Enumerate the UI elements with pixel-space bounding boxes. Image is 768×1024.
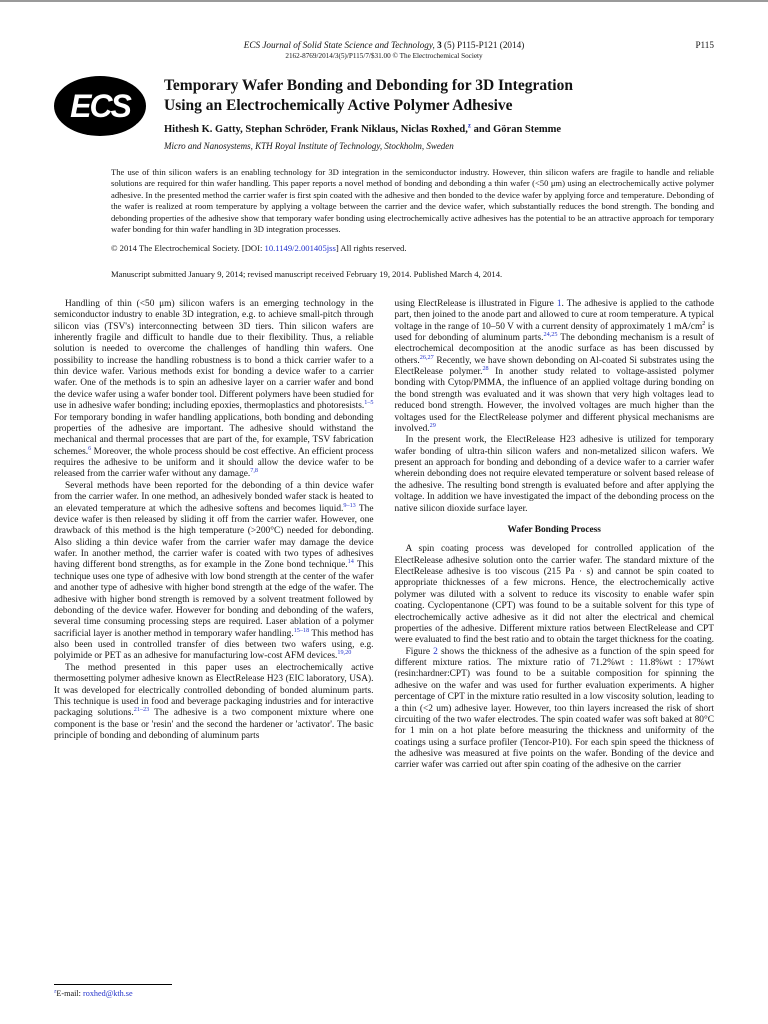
inline-link[interactable]: 1 (556, 298, 562, 309)
page-number: P115 (695, 40, 714, 50)
citation-link[interactable]: 21–23 (133, 706, 150, 714)
footnote (54, 984, 374, 999)
ecs-logo (54, 76, 146, 136)
citation-link[interactable]: 28 (482, 364, 489, 372)
article-body (54, 299, 714, 999)
citation-link[interactable]: 15–18 (293, 626, 310, 634)
citation-link[interactable]: 14 (347, 558, 354, 566)
journal-issue-pages: (5) P115-P121 (2014) (443, 40, 525, 50)
paragraph: Several methods have been reported for the debonding of a thin device wafer from the carrier wafer. In one method, an adhesively bonded wafer stack is heated to an elevated temperature at which the adhesive softens and becomes liquid.$^{9-13}$ The device wafer is then released by sliding it off from the carrier wafer. However, one drawback of this method is the high temperature (>200°C) needed for debonding. Also sliding a thin device wafer from the carrier wafer may damage the device wafer. In another method, the carrier wafer is coated with two types of adhesives having different bond strengths, as for example in the Zone bond technique.$^{14}$ This technique uses one type of adhesive with low bond strength at the center of the wafer and another type of adhesive with higher bond strength at the edge of the wafer. The adhesive with higher bond strength is removed by a solvent treatment followed by debonding of the device wafer. However for bonding and debonding of the wafers, several time consuming processing steps are required. Laser ablation of a polymer sacrificial layer is another method in temporary wafer handling.$^{15-18}$ This method has also been used in controlled transfer of dies between two wafers using, e.g. polyimide or PET as an adhesive for manufacturing low-cost AFM devices.$^{19,20}$ (54, 480, 374, 662)
citation-link[interactable]: 19,20 (337, 649, 352, 657)
right-column (395, 299, 715, 999)
paragraph: Figure 2 shows the thickness of the adhesive as a function of the spin speed for different mixture ratios. The mixture ratio of 71.2%wt : 11.8%wt : 17%wt (resin:hardner:CPT) was found to be a suitable composition for spinning the adhesive on the wafer and was used for further evaluation experiments. A higher percentage of CPT in the mixture ratio resulted in a low viscosity solution, leading to a thin (<2 um) adhesive layer. However, too thin layers increased the risk of short circuiting of the two wafer electrodes. The spin coated wafer was soft baked at 80°C for 1 min on a hot plate before measuring the thickness and uniformity of the coatings using a surface profiler (Tencor-P10). For each spin speed the thickness of the adhesive was measured at five points on the wafer. Bonding of the device and carrier wafer was carried out after spin coating of the adhesive on the carrier (394, 646, 714, 771)
page-top-edge (0, 0, 768, 2)
title-line-2: Using an Electrochemically Active Polymer Adhesive (164, 96, 513, 114)
authors-line: Hithesh K. Gatty, Stephan Schröder, Frank Niklaus, Niclas Roxhed,$^z$ and Göran Stemme (164, 122, 562, 135)
paragraph: A spin coating process was developed for controlled application of the ElectRelease adhesive solution onto the carrier wafer. The standard mixture of the ElectRelease adhesive is too viscous (215 Pa · s) and cannot be spin coated to appropriate thicknesses of a few microns. Hence, the electrochemically active polymer was diluted with a solvent to reduce its viscosity to enable wafer spin coating. Cyclopentanone (CPT) was found to be a suitable solvent for this type of electrochemically active adhesive as it did not alter the electrical and chemical properties of the adhesive. Different mixture ratios between ElectRelease and CPT were evaluated to find the best ratio and to obtain the target thickness for the coating. (394, 544, 715, 646)
paragraph: Handling of thin (<50 μm) silicon wafers is an emerging technology in the semiconductor industry to enable 3D integration, e.g. to achieve small-pitch through silicon vias (TSV's) interconnecting between 3D tiers. Thin silicon wafers are inherently fragile and difficult to handle due to their flexibility. Thus, a reliable solution is needed to overcome the challenges of handling thin wafers. One possibility to increase the handling robustness is to bond a thick carrier wafer to a thin device wafer. Various methods exist for bonding a device wafer to a carrier wafer. One of the methods is to spin an adhesive layer on a carrier wafer and bond the device wafer using a wafer bonder tool. Different polymers have been studied for use in adhesive wafer bonding; including epoxies, thermoplastics and photoresists.$^{1-5}$ For temporary bonding in wafer handling applications, both bonding and debonding properties of the adhesive are important. The adhesive should withstand the mechanical and thermal processes that are part of the, for example, TSV fabrication schemes.$^6$ Moreover, the whole process should be cost effective. An efficient process requires the adhesive to be uniform and it should allow the device wafer to be released from the carrier wafer without any damage.$^{7,8}$ (54, 298, 374, 480)
copyright-doi-line: © 2014 The Electrochemical Society. [DOI: 10.1149/2.001405jss] All rights reserved. (111, 242, 407, 253)
citation-link[interactable]: 1–5 (364, 399, 374, 406)
citation-link[interactable]: z (54, 988, 57, 995)
paragraph: using ElectRelease is illustrated in Figure 1. The adhesive is applied to the cathode part, then joined to the anode part and allowed to cure at room temperature. A typical voltage in the range of 10–50 V with a current density of approximately 1 $mA/cm^2$ is used for debonding of aluminum parts.$^{24,25}$ The debonding mechanism is a result of electrochemical decomposition at the anodic surface as has been discussed by others.$^{26,27}$ Recently, we have shown debonding on Al-coated Si substrates using the ElectRelease polymer.$^{28}$ In another study related to voltage-assisted polymer bonding with Cytop/PMMA, the influence of an applied voltage during bonding on the bond strength was evaluated and it was shown that very high voltages lead to reduced bond strength. However, the involved voltages are much higher than the voltages used for the ElectRelease polymer and different physical mechanisms are involved.$^{29}$ (394, 298, 714, 434)
citation-link[interactable]: 6 (88, 444, 92, 452)
footnote-rule (54, 984, 172, 985)
citation-link[interactable]: 7,8 (250, 467, 258, 475)
footnote-text: $^z$E-mail: roxhed@kth.se (54, 988, 133, 998)
journal-citation-line (54, 40, 714, 50)
citation-link[interactable]: 29 (429, 421, 436, 429)
citation-link[interactable]: 26,27 (419, 353, 434, 361)
issn-copyright-line: 2162-8769/2014/3(5)/P115/7/$31.00 © The Electrochemical Society (285, 52, 483, 60)
ecs-logo-text: ECS (70, 87, 130, 124)
abstract-block (111, 167, 714, 253)
paragraph: The method presented in this paper uses an electrochemically active thermosetting polymer adhesive known as ElectRelease H23 (EIC laboratory, USA). It was developed for electrically controlled debonding of bonded aluminum parts. This technique is used in food and beverage packaging industries and for interactive packaging solutions.$^{21-23}$ The adhesive is a two component mixture where one component is the base or 'resin' and the second the hardener or 'activator'. The basic principle of bonding and debonding of aluminum parts (54, 662, 374, 741)
inline-link[interactable]: 2 (433, 646, 438, 657)
superscript: 2 (702, 319, 706, 327)
journal-title: ECS Journal of Solid State Science and Technology, (243, 40, 435, 50)
inline-link[interactable]: 10.1149/2.001405jss (264, 242, 336, 253)
manuscript-history-line: Manuscript submitted January 9, 2014; revised manuscript received February 19, 2014. Published March 4, 2014. (111, 268, 503, 279)
title-line-1: Temporary Wafer Bonding and Debonding for 3D Integration (164, 77, 573, 94)
paragraph: In the present work, the ElectRelease H23 adhesive is utilized for temporary wafer bonding of ultra-thin silicon wafers and non-metalized silicon wafers. We present an approach for bonding and debonding of a device wafer to a carrier wafer wherein debonding does not require elevated temperature or solvent based release of the adhesive. The resulting bond strength is evaluated before and after applying the voltage. In addition we have investigated the impact of the debonding process on the native silicon dioxide surface layer. (394, 435, 714, 514)
section-heading: Wafer Bonding Process (507, 524, 601, 535)
affiliation-line: Micro and Nanosystems, KTH Royal Institute of Technology, Stockholm, Sweden (164, 140, 454, 151)
inline-link[interactable]: roxhed@kth.se (83, 988, 133, 998)
masthead-text (164, 76, 714, 151)
journal-header (54, 40, 714, 60)
citation-link[interactable]: 24,25 (543, 330, 558, 338)
paper-title (164, 76, 714, 116)
citation-link[interactable]: 9–13 (343, 501, 356, 509)
left-column (54, 299, 374, 999)
registered-mark-icon: ® (135, 124, 140, 130)
citation-link[interactable]: z (467, 122, 471, 130)
abstract-text: The use of thin silicon wafers is an enabling technology for 3D integration in the semiconductor industry. However, thin silicon wafers are fragile to handle and reliable solutions are required for thin wafer handling. This paper reports a novel method of bonding and debonding a thin wafer (<50 μm) using an electrochemically active polymer adhesive. In the presented method the carrier wafer is first spin coated with the adhesive and then bonded to the device wafer by applying force and temperature. Debonding of the wafer is realized at room temperature by applying a voltage between the carrier and the device wafer, which substantially reduces the bond strength. The bonding and debonding properties of the adhesive show that temporary wafer bonding using electrochemically active adhesives has the potential to be an attractive approach for temporary wafer bonding for thin wafer handling in 3D integration processes. (111, 166, 714, 235)
journal-volume: 3 (437, 40, 442, 50)
masthead (54, 76, 714, 151)
